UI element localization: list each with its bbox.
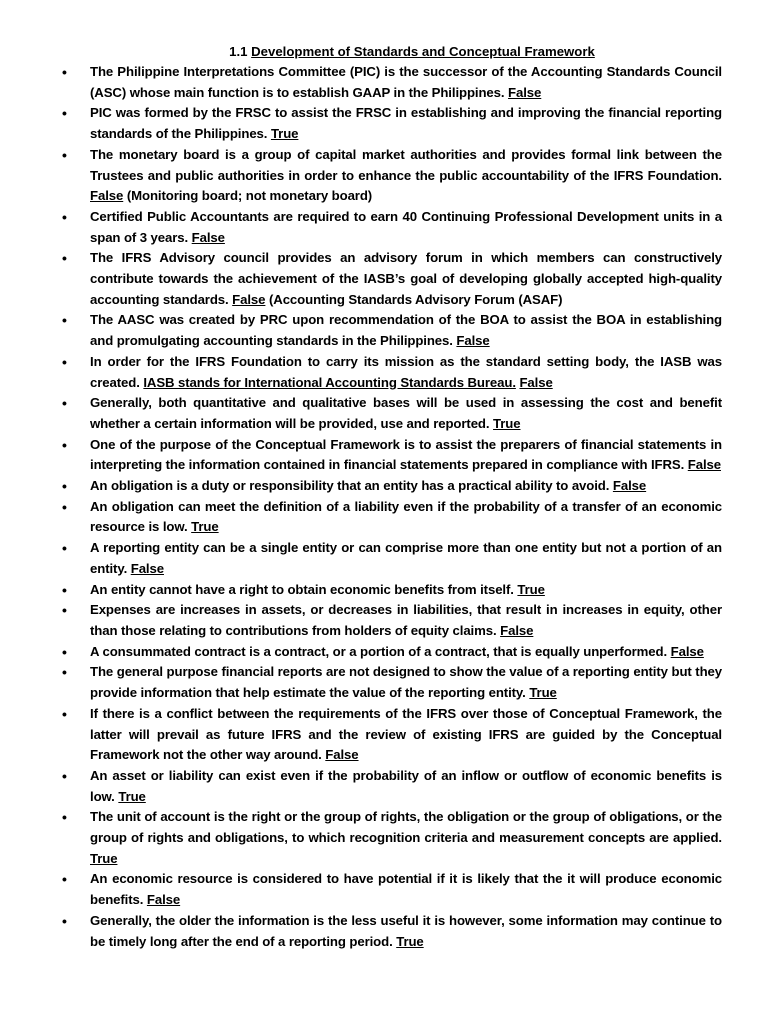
item-text: An economic resource is considered to have potential if it is likely that the it will produce economic benefits. bbox=[90, 871, 722, 908]
item-answer: True bbox=[529, 685, 557, 701]
item-text: Generally, both quantitative and qualitative bases will be used in assessing the cost and benefit whether a certain information will be provided, use and reported. bbox=[90, 395, 722, 431]
list-item bbox=[62, 103, 722, 144]
list-item bbox=[62, 207, 722, 248]
item-text: Expenses are increases in assets, or decreases in liabilities, that result in increases in equity, other than those relating to contributions from holders of equity claims. bbox=[90, 602, 722, 638]
list-item bbox=[62, 393, 722, 434]
section-number: 1.1 bbox=[229, 44, 248, 59]
item-text: The general purpose financial reports are not designed to show the value of a reporting entity but they provide information that help estimate the value of the reporting entity. bbox=[90, 664, 722, 701]
item-text: An entity cannot have a right to obtain economic benefits from itself. bbox=[90, 581, 514, 597]
item-answer: False bbox=[146, 892, 181, 908]
item-note: (Monitoring board; not monetary board) bbox=[126, 188, 373, 204]
list-item bbox=[62, 497, 722, 538]
item-answer: False bbox=[130, 560, 164, 576]
list-item bbox=[62, 580, 722, 601]
item-answer: False bbox=[687, 457, 721, 473]
item-text: The Philippine Interpretations Committee (PIC) is the successor of the Accounting Standards Council (ASC) whose main function is to establish GAAP in the Philippines. bbox=[90, 64, 722, 100]
list-item bbox=[62, 600, 722, 641]
list-item bbox=[62, 662, 722, 703]
item-text: The AASC was created by PRC upon recommendation of the BOA to assist the BOA in establishing and promulgating accounting standards in the Philippines. bbox=[90, 312, 722, 349]
item-text: A consummated contract is a contract, or a portion of a contract, that is equally unperformed. bbox=[90, 643, 668, 659]
item-answer: True bbox=[493, 415, 521, 431]
list-item bbox=[62, 476, 722, 497]
item-text: Generally, the older the information is the less useful it is however, some information may continue to be timely long after the end of a reporting period. bbox=[90, 912, 722, 949]
item-text: In order for the IFRS Foundation to carry its mission as the standard setting body, the IASB was created. bbox=[90, 353, 722, 390]
item-answer: False bbox=[612, 478, 647, 494]
list-item bbox=[62, 310, 722, 351]
item-answer: False bbox=[519, 374, 553, 390]
item-answer: True bbox=[90, 850, 118, 866]
list-item bbox=[62, 642, 722, 663]
item-text: The IFRS Advisory council provides an advisory forum in which members can constructively contribute towards the achievement of the IASB’s goal of developing globally accepted high-quality accounting standards. bbox=[90, 250, 722, 307]
item-text: A reporting entity can be a single entity or can comprise more than one entity but not a portion of an entity. bbox=[90, 540, 722, 576]
list-item bbox=[62, 869, 722, 910]
item-text: PIC was formed by the FRSC to assist the FRSC in establishing and improving the financial reporting standards of the Philippines. bbox=[90, 105, 722, 142]
item-text: The unit of account is the right or the group of rights, the obligation or the group of obligations, or the group of rights and obligations, to which recognition criteria and measurement concepts are applied. bbox=[90, 809, 722, 846]
list-item bbox=[62, 538, 722, 579]
list-item bbox=[62, 145, 722, 207]
item-answer: False bbox=[232, 291, 266, 307]
true-false-list bbox=[62, 62, 722, 952]
list-item bbox=[62, 807, 722, 869]
item-text: An obligation can meet the definition of a liability even if the probability of a transfer of an economic resource is low. bbox=[90, 498, 722, 535]
item-text: An asset or liability can exist even if the probability of an inflow or outflow of economic benefits is low. bbox=[90, 767, 722, 804]
section-heading: Development of Standards and Conceptual Framework bbox=[251, 44, 595, 59]
item-answer: False bbox=[90, 188, 124, 204]
list-item bbox=[62, 704, 722, 766]
item-answer: True bbox=[118, 788, 146, 804]
item-text: If there is a conflict between the requirements of the IFRS over those of Conceptual Framework, the latter will prevail as future IFRS and the review of existing IFRS are guided by the Conceptual Framework not the other way around. bbox=[90, 705, 722, 763]
item-answer: True bbox=[517, 581, 545, 597]
item-answer: False bbox=[325, 747, 359, 763]
list-item bbox=[62, 766, 722, 807]
item-answer: False bbox=[191, 229, 225, 245]
item-underlined-text: IASB stands for International Accounting Standards Bureau. bbox=[143, 374, 516, 390]
item-text: An obligation is a duty or responsibility that an entity has a practical ability to avoid. bbox=[90, 478, 610, 494]
item-answer: True bbox=[270, 126, 299, 142]
list-item bbox=[62, 248, 722, 310]
list-item bbox=[62, 435, 722, 476]
list-item bbox=[62, 911, 722, 952]
item-answer: True bbox=[396, 933, 424, 949]
item-answer: False bbox=[508, 84, 542, 100]
item-note: (Accounting Standards Advisory Forum (ASAF) bbox=[268, 291, 563, 307]
item-text: The monetary board is a group of capital market authorities and provides formal link between the Trustees and public authorities in order to enhance the public accountability of the IFRS Foundation. bbox=[90, 146, 722, 183]
list-item bbox=[62, 352, 722, 393]
item-text: Certified Public Accountants are required to earn 40 Continuing Professional Development units in a span of 3 years. bbox=[90, 208, 722, 245]
item-text: One of the purpose of the Conceptual Framework is to assist the preparers of financial statements in interpreting the information contained in financial statements prepared in compliance with IFRS. bbox=[90, 436, 722, 473]
list-item bbox=[62, 62, 722, 103]
item-answer: False bbox=[670, 643, 704, 659]
item-answer: True bbox=[191, 519, 219, 535]
item-answer: False bbox=[456, 333, 490, 349]
section-title bbox=[102, 44, 722, 60]
item-answer: False bbox=[500, 622, 534, 638]
